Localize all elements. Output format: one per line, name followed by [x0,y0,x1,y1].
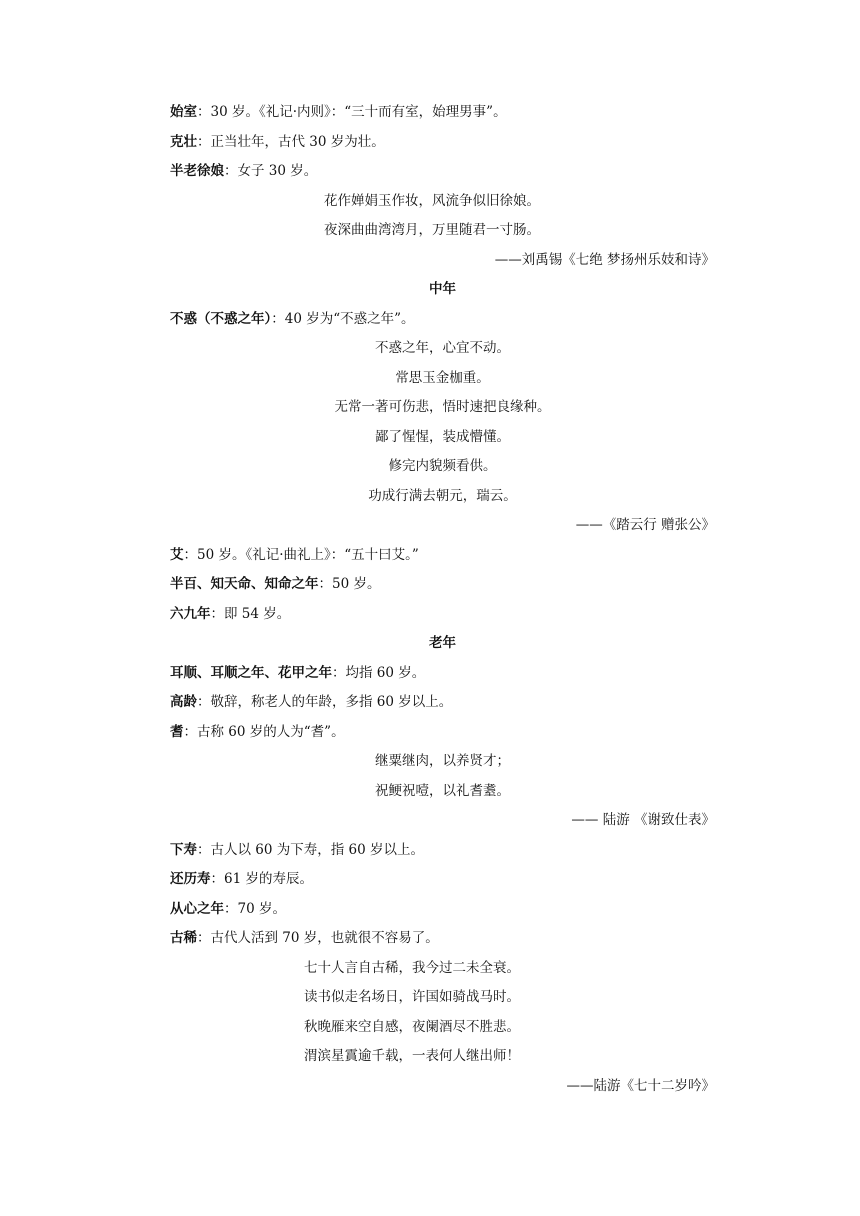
section-heading-old: 老年 [429,635,456,651]
entry-term: 六九年 [170,605,211,622]
poem-line: 渭滨星霣逾千载，一表何人继出师！ [304,1048,520,1064]
entry-kezhuang [170,128,715,158]
poem-line: 不惑之年，心宜不动。 [375,340,510,356]
document-body [170,98,715,1101]
entry-text: ：古称 60 岁的人为“耆”。 [183,723,345,740]
entry-text: ：50 岁。 [318,576,381,592]
entry-xiashou [170,836,715,866]
poem-line: 花作婵娟玉作妆，风流争似旧徐娘。 [324,192,540,209]
poem-line: 继粟继肉，以养贤才； [375,753,510,769]
entry-text: ：古人以 60 为下寿，指 60 岁以上。 [197,841,425,858]
poem-source: ——刘禹锡《七绝 梦扬州乐妓和诗》 [494,251,715,268]
entry-text: ：古代人活到 70 岁，也就很不容易了。 [197,930,439,946]
entry-text: ：50 岁。《礼记·曲礼上》：“五十曰艾。” [183,546,419,563]
entry-text: ：40 岁为“不惑之年”。 [271,310,415,327]
entry-huanli [170,865,715,895]
poem-line: 读书似走名场日，许国如骑战马时。 [304,989,520,1005]
entry-guxi [170,924,715,954]
section-heading-middle: 中年 [429,281,456,297]
entry-term: 半老徐娘 [170,163,224,179]
poem-source: ——陆游《七十二岁吟》 [566,1077,715,1094]
entry-term: 艾 [170,546,184,563]
entry-term: 克壮 [170,133,197,150]
entry-term: 下寿 [170,841,197,858]
entry-term: 半百、知天命、知命之年 [170,576,319,592]
entry-text: ：61 岁的寿辰。 [210,871,313,887]
poem-line: 功成行满去朝元，瑞云。 [368,487,517,504]
poem-line: 祝鲠祝噎，以礼耆耋。 [375,782,510,799]
entry-text: ：敬辞，称老人的年龄，多指 60 岁以上。 [197,694,453,710]
poem-line: 常思玉金枷重。 [395,369,490,386]
poem-source: —— 陆游 《谢致仕表》 [571,812,715,828]
entry-ershun [170,659,715,689]
poem-line: 无常一著可伤悲，悟时速把良缘种。 [334,399,551,415]
entry-term: 还历寿 [170,871,211,887]
entry-term: 耆 [170,723,184,740]
entry-term: 古稀 [170,930,197,946]
entry-text: ：均指 60 岁。 [332,664,426,681]
entry-gaoling [170,688,715,718]
entry-ai [170,541,715,571]
entry-term: 高龄 [170,694,197,710]
entry-term: 耳顺、耳顺之年、花甲之年 [170,664,332,681]
entry-text: ：70 岁。 [224,900,286,917]
poem-line: 修完内貌频看供。 [388,458,497,474]
entry-buhuo [170,305,715,335]
poem-source: ——《踏云行 赠张公》 [575,517,715,533]
entry-banlao [170,157,715,187]
entry-term: 不惑（不惑之年） [170,310,272,327]
entry-liujiu [170,600,715,630]
entry-banbai [170,570,715,600]
entry-congxin [170,895,715,925]
poem-line: 鄙了惺惺，装成懵懂。 [375,428,510,445]
entry-text: ：正当壮年，古代 30 岁为壮。 [197,133,385,150]
entry-text: ：即 54 岁。 [210,605,291,622]
poem-line: 秋晚雁来空自感，夜阑酒尽不胜悲。 [304,1018,520,1035]
entry-shishi [170,98,715,128]
entry-term: 从心之年 [170,900,224,917]
entry-text: ：女子 30 岁。 [224,163,318,179]
poem-line: 七十人言自古稀，我今过二未全衰。 [304,959,520,976]
entry-text: ：30 岁。《礼记·内则》：“三十而有室，始理男事”。 [197,104,507,120]
poem-line: 夜深曲曲湾湾月，万里随君一寸肠。 [324,222,540,238]
entry-term: 始室 [170,104,197,120]
entry-qi [170,718,715,748]
